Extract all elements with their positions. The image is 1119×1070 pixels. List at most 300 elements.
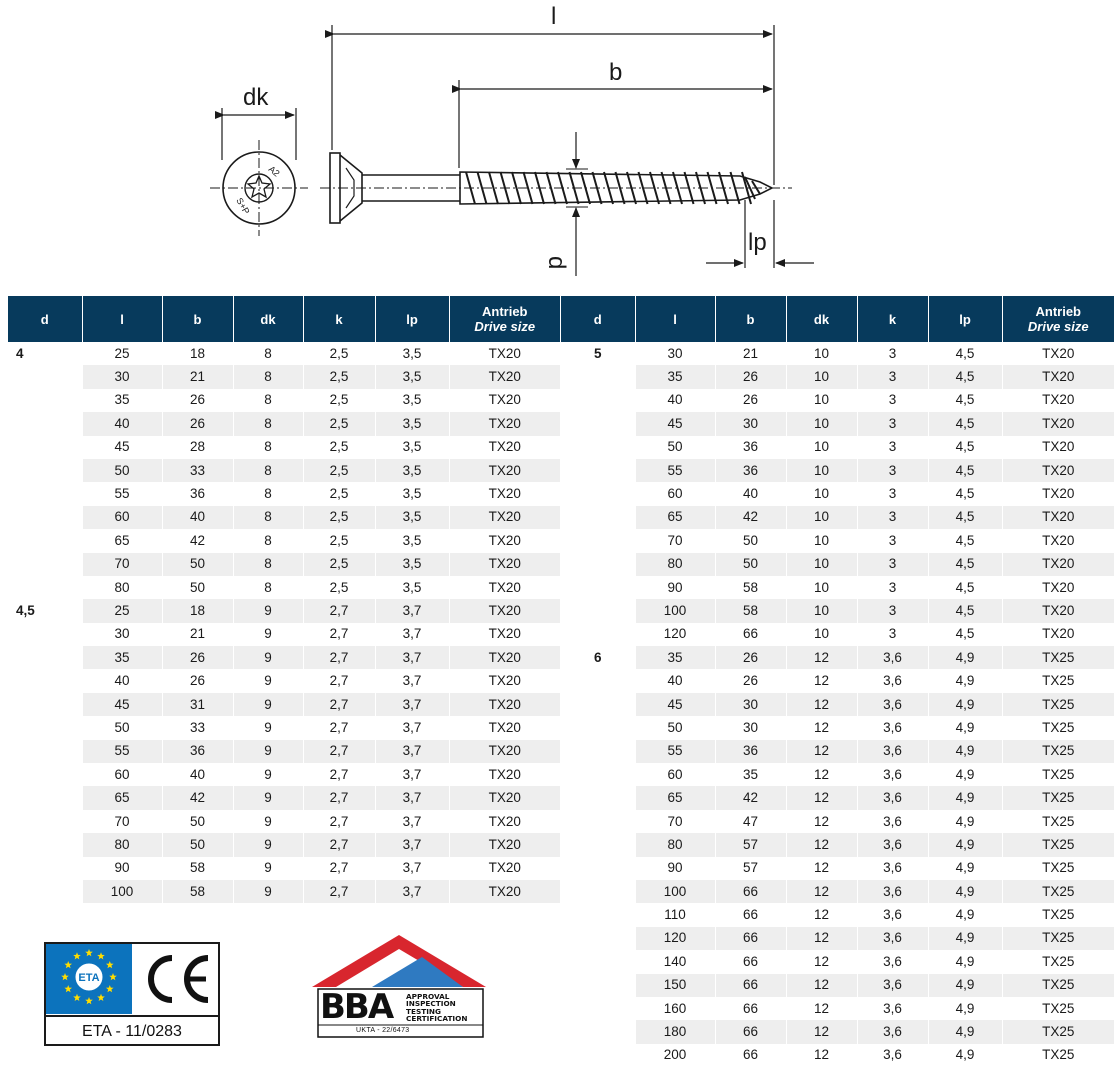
table-row <box>561 529 1114 552</box>
cell-d <box>561 482 635 505</box>
cell-l: 80 <box>82 833 162 856</box>
drive-header-sublabel: Drive size <box>1027 319 1089 334</box>
table-row <box>561 482 1114 505</box>
cell-l: 55 <box>635 740 715 763</box>
cell-b: 30 <box>715 693 786 716</box>
table-row <box>561 974 1114 997</box>
cell-drive: TX20 <box>488 579 521 595</box>
cell-k: 2,7 <box>303 716 375 739</box>
cell-lp: 4,5 <box>928 459 1002 482</box>
cell-d <box>561 810 635 833</box>
cell-k: 3 <box>857 459 928 482</box>
cell-b: 40 <box>162 506 233 529</box>
dim-b-label: b <box>609 59 623 86</box>
drive-header-sublabel: Drive size <box>474 319 536 334</box>
cell-k: 3 <box>857 553 928 576</box>
cell-k: 2,5 <box>303 389 375 412</box>
table-row <box>561 459 1114 482</box>
cell-drive: TX20 <box>1042 486 1075 502</box>
table-row <box>561 693 1114 716</box>
cell-d <box>8 506 82 529</box>
cell-dk: 9 <box>233 763 303 786</box>
cell-k: 3 <box>857 365 928 388</box>
cell-lp: 4,9 <box>928 950 1002 973</box>
cell-l: 30 <box>82 623 162 646</box>
cell-dk: 12 <box>786 950 857 973</box>
cell-k: 3 <box>857 576 928 599</box>
col-header-b: b <box>162 296 233 342</box>
cell-k: 3 <box>857 389 928 412</box>
cell-d <box>561 880 635 903</box>
cell-drive: TX25 <box>1042 673 1075 689</box>
cell-d: 5 <box>561 342 635 365</box>
cell-d <box>561 833 635 856</box>
cell-k: 3 <box>857 529 928 552</box>
cell-drive: TX20 <box>449 553 560 576</box>
cell-d <box>561 786 635 809</box>
cell-l: 55 <box>82 482 162 505</box>
cell-dk: 8 <box>233 365 303 388</box>
cell-lp: 3,7 <box>375 740 449 763</box>
cell-k: 2,7 <box>303 763 375 786</box>
cell-lp: 4,9 <box>928 693 1002 716</box>
cell-dk: 10 <box>786 482 857 505</box>
cell-k: 2,7 <box>303 646 375 669</box>
cell-k: 2,5 <box>303 436 375 459</box>
cell-drive: TX25 <box>1042 860 1075 876</box>
cell-b: 21 <box>162 365 233 388</box>
cell-l: 65 <box>82 529 162 552</box>
cell-lp: 3,7 <box>375 669 449 692</box>
cell-drive: TX20 <box>488 392 521 408</box>
cell-b: 26 <box>715 365 786 388</box>
dim-dk-label: dk <box>243 84 269 111</box>
col-header-drive <box>449 296 560 342</box>
cell-b: 58 <box>715 576 786 599</box>
cell-d <box>561 927 635 950</box>
cell-k: 3,6 <box>857 669 928 692</box>
cell-b: 26 <box>715 389 786 412</box>
col-header-dk: dk <box>233 296 303 342</box>
cell-dk: 12 <box>786 716 857 739</box>
cell-dk: 10 <box>786 506 857 529</box>
cell-dk: 9 <box>233 716 303 739</box>
cell-b: 42 <box>715 786 786 809</box>
table-row <box>561 412 1114 435</box>
col-header-l: l <box>635 296 715 342</box>
cell-l: 80 <box>635 553 715 576</box>
cell-k: 2,5 <box>303 506 375 529</box>
cell-drive: TX20 <box>449 646 560 669</box>
cell-lp: 4,9 <box>928 646 1002 669</box>
cell-l: 120 <box>635 927 715 950</box>
cell-l: 90 <box>635 576 715 599</box>
cell-d <box>8 576 82 599</box>
cell-b: 66 <box>715 950 786 973</box>
cell-l: 80 <box>635 833 715 856</box>
cell-l: 60 <box>82 506 162 529</box>
cell-dk: 12 <box>786 786 857 809</box>
cell-drive: TX25 <box>1002 786 1114 809</box>
cell-d <box>561 950 635 973</box>
ce-mark-icon <box>132 944 218 1014</box>
cell-b: 26 <box>715 646 786 669</box>
cell-drive: TX25 <box>1002 646 1114 669</box>
table-row <box>8 646 560 669</box>
cell-l: 60 <box>635 763 715 786</box>
cell-b: 36 <box>162 482 233 505</box>
cell-d <box>561 857 635 880</box>
cell-b: 21 <box>162 623 233 646</box>
cell-d <box>561 506 635 529</box>
cell-dk: 10 <box>786 623 857 646</box>
cell-l: 30 <box>82 365 162 388</box>
cell-drive: TX20 <box>449 786 560 809</box>
table-row <box>8 365 560 388</box>
cell-d <box>8 669 82 692</box>
cell-b: 57 <box>715 857 786 880</box>
col-header-d: d <box>561 296 635 342</box>
cell-lp: 3,7 <box>375 716 449 739</box>
table-row <box>8 810 560 833</box>
cell-b: 66 <box>715 623 786 646</box>
cell-lp: 4,5 <box>928 389 1002 412</box>
cell-lp: 3,5 <box>375 365 449 388</box>
cell-lp: 3,5 <box>375 576 449 599</box>
cell-l: 80 <box>82 576 162 599</box>
cell-d: 4,5 <box>8 599 82 622</box>
col-header-dk: dk <box>786 296 857 342</box>
cell-b: 58 <box>162 880 233 903</box>
cell-lp: 3,5 <box>375 342 449 365</box>
cell-d <box>8 693 82 716</box>
table-row <box>561 950 1114 973</box>
cell-l: 65 <box>635 506 715 529</box>
cell-k: 2,5 <box>303 459 375 482</box>
cell-dk: 12 <box>786 903 857 926</box>
cell-dk: 10 <box>786 576 857 599</box>
cell-b: 66 <box>715 927 786 950</box>
table-row <box>561 786 1114 809</box>
cell-dk: 12 <box>786 927 857 950</box>
cell-lp: 3,5 <box>375 482 449 505</box>
cell-drive: TX20 <box>1042 532 1075 548</box>
cell-lp: 3,5 <box>375 412 449 435</box>
cell-drive: TX25 <box>1002 1020 1114 1043</box>
cell-d <box>561 1020 635 1043</box>
cell-dk: 8 <box>233 412 303 435</box>
bba-service-item: CERTIFICATION <box>406 1014 468 1024</box>
cell-d <box>561 436 635 459</box>
cell-drive: TX20 <box>1002 506 1114 529</box>
table-row <box>8 459 560 482</box>
table-row <box>561 599 1114 622</box>
cell-l: 90 <box>82 857 162 880</box>
cell-lp: 4,9 <box>928 927 1002 950</box>
cell-l: 150 <box>635 974 715 997</box>
cell-k: 3,6 <box>857 810 928 833</box>
cell-drive: TX20 <box>449 459 560 482</box>
table-row <box>561 623 1114 646</box>
cell-dk: 12 <box>786 974 857 997</box>
table-row <box>561 810 1114 833</box>
cell-lp: 4,9 <box>928 997 1002 1020</box>
cell-l: 180 <box>635 1020 715 1043</box>
cell-drive: TX20 <box>449 412 560 435</box>
bba-services-list <box>406 993 467 1023</box>
cell-l: 45 <box>82 693 162 716</box>
cell-l: 120 <box>635 623 715 646</box>
bba-reference-number: UKTA - 22/6473 <box>356 1027 410 1034</box>
cell-lp: 3,7 <box>375 833 449 856</box>
cell-dk: 10 <box>786 436 857 459</box>
cell-drive: TX25 <box>1042 719 1075 735</box>
cell-lp: 4,9 <box>928 1020 1002 1043</box>
cell-b: 18 <box>162 342 233 365</box>
table-row <box>8 342 560 365</box>
cell-drive: TX25 <box>1042 907 1075 923</box>
cell-lp: 3,5 <box>375 529 449 552</box>
cell-b: 26 <box>162 646 233 669</box>
cell-b: 66 <box>715 880 786 903</box>
dimension-table-right <box>561 296 1114 1067</box>
cell-k: 3,6 <box>857 1044 928 1067</box>
cell-k: 3,6 <box>857 786 928 809</box>
cell-dk: 9 <box>233 623 303 646</box>
cell-dk: 10 <box>786 365 857 388</box>
dim-l-label: l <box>551 3 557 30</box>
cell-lp: 4,9 <box>928 716 1002 739</box>
cell-lp: 4,5 <box>928 599 1002 622</box>
cell-b: 30 <box>715 412 786 435</box>
dim-d-label: d <box>543 256 570 270</box>
table-row <box>561 342 1114 365</box>
table-header-row <box>8 296 560 342</box>
cell-d <box>561 716 635 739</box>
table-row <box>8 553 560 576</box>
table-row <box>8 763 560 786</box>
table-row <box>8 880 560 903</box>
cell-l: 25 <box>82 599 162 622</box>
cell-d <box>561 389 635 412</box>
cell-drive: TX25 <box>1042 953 1075 969</box>
cell-b: 36 <box>715 740 786 763</box>
cell-drive: TX20 <box>449 506 560 529</box>
cell-k: 2,5 <box>303 482 375 505</box>
cell-k: 2,7 <box>303 693 375 716</box>
cell-b: 42 <box>162 529 233 552</box>
table-row <box>561 576 1114 599</box>
cell-d <box>561 693 635 716</box>
cell-k: 3 <box>857 412 928 435</box>
cell-b: 28 <box>162 436 233 459</box>
cell-lp: 4,9 <box>928 833 1002 856</box>
cell-dk: 12 <box>786 857 857 880</box>
cell-lp: 4,9 <box>928 903 1002 926</box>
cell-lp: 3,7 <box>375 857 449 880</box>
cell-lp: 3,7 <box>375 693 449 716</box>
cell-dk: 8 <box>233 506 303 529</box>
cell-k: 2,7 <box>303 833 375 856</box>
cell-drive: TX20 <box>488 532 521 548</box>
cell-k: 2,7 <box>303 880 375 903</box>
eta-ce-certification-badge <box>44 942 220 1046</box>
cell-k: 3,6 <box>857 716 928 739</box>
cell-b: 50 <box>162 810 233 833</box>
cell-b: 35 <box>715 763 786 786</box>
cell-b: 66 <box>715 997 786 1020</box>
cell-dk: 12 <box>786 646 857 669</box>
cell-b: 40 <box>715 482 786 505</box>
table-row <box>8 436 560 459</box>
drive-header-label: Antrieb <box>482 304 528 319</box>
table-row <box>8 623 560 646</box>
eu-flag-icon <box>46 944 132 1014</box>
cell-b: 50 <box>162 833 233 856</box>
cell-drive: TX20 <box>488 813 521 829</box>
cell-l: 50 <box>82 716 162 739</box>
table-row <box>8 786 560 809</box>
cell-k: 2,7 <box>303 599 375 622</box>
drive-header-label: Antrieb <box>1035 304 1081 319</box>
cell-lp: 3,7 <box>375 646 449 669</box>
cell-k: 2,5 <box>303 553 375 576</box>
cell-d <box>8 365 82 388</box>
cell-l: 100 <box>82 880 162 903</box>
cell-b: 26 <box>162 389 233 412</box>
cell-dk: 12 <box>786 740 857 763</box>
cell-dk: 12 <box>786 693 857 716</box>
cell-l: 55 <box>635 459 715 482</box>
table-row <box>561 646 1114 669</box>
cell-k: 3,6 <box>857 974 928 997</box>
cell-drive: TX20 <box>1002 365 1114 388</box>
cell-b: 40 <box>162 763 233 786</box>
cell-k: 3,6 <box>857 740 928 763</box>
cell-drive: TX25 <box>1002 974 1114 997</box>
cell-lp: 3,5 <box>375 553 449 576</box>
cell-b: 66 <box>715 903 786 926</box>
cell-drive: TX25 <box>1042 813 1075 829</box>
cell-d <box>8 810 82 833</box>
table-row <box>8 857 560 880</box>
cell-drive: TX20 <box>488 860 521 876</box>
table-row <box>561 716 1114 739</box>
table-row <box>8 833 560 856</box>
cell-dk: 8 <box>233 576 303 599</box>
cell-drive: TX20 <box>488 626 521 642</box>
cell-lp: 4,9 <box>928 740 1002 763</box>
cell-dk: 9 <box>233 646 303 669</box>
cell-lp: 4,5 <box>928 506 1002 529</box>
cell-b: 33 <box>162 716 233 739</box>
cell-d <box>561 623 635 646</box>
cell-b: 57 <box>715 833 786 856</box>
cell-lp: 4,5 <box>928 436 1002 459</box>
cell-k: 2,7 <box>303 623 375 646</box>
cell-dk: 9 <box>233 599 303 622</box>
cell-drive: TX20 <box>1042 439 1075 455</box>
col-header-l: l <box>82 296 162 342</box>
cell-lp: 4,9 <box>928 880 1002 903</box>
head-mark-sp: S+P <box>234 196 252 216</box>
col-header-d: d <box>8 296 82 342</box>
cell-l: 55 <box>82 740 162 763</box>
cell-l: 45 <box>635 412 715 435</box>
cell-d <box>561 1044 635 1067</box>
cell-d <box>8 389 82 412</box>
cell-lp: 4,9 <box>928 810 1002 833</box>
cell-l: 65 <box>635 786 715 809</box>
cell-dk: 12 <box>786 1020 857 1043</box>
cell-k: 3,6 <box>857 833 928 856</box>
cell-drive: TX20 <box>1002 553 1114 576</box>
cell-d <box>561 529 635 552</box>
cell-d <box>561 365 635 388</box>
cell-l: 90 <box>635 857 715 880</box>
cell-d <box>8 763 82 786</box>
cell-d <box>561 599 635 622</box>
cell-dk: 12 <box>786 880 857 903</box>
cell-dk: 9 <box>233 880 303 903</box>
cell-k: 3 <box>857 436 928 459</box>
cell-lp: 4,9 <box>928 763 1002 786</box>
cell-d <box>8 716 82 739</box>
col-header-b: b <box>715 296 786 342</box>
table-header-row <box>561 296 1114 342</box>
cell-l: 50 <box>635 436 715 459</box>
cell-b: 26 <box>162 669 233 692</box>
screw-technical-drawing <box>0 0 1119 295</box>
cell-drive: TX20 <box>488 345 521 361</box>
table-row <box>8 693 560 716</box>
cell-k: 3,6 <box>857 763 928 786</box>
cell-l: 35 <box>635 646 715 669</box>
cell-drive: TX20 <box>1042 626 1075 642</box>
cell-l: 200 <box>635 1044 715 1067</box>
cell-dk: 8 <box>233 459 303 482</box>
cell-lp: 4,9 <box>928 857 1002 880</box>
cell-dk: 12 <box>786 997 857 1020</box>
cell-drive: TX20 <box>1042 392 1075 408</box>
cell-lp: 3,7 <box>375 880 449 903</box>
cell-drive: TX20 <box>488 439 521 455</box>
eta-flag-label: ETA <box>78 972 100 984</box>
table-row <box>8 389 560 412</box>
cell-d <box>8 459 82 482</box>
cell-drive: TX25 <box>1002 693 1114 716</box>
cell-lp: 3,7 <box>375 623 449 646</box>
cell-drive: TX25 <box>1002 833 1114 856</box>
cell-lp: 4,9 <box>928 974 1002 997</box>
cell-l: 50 <box>635 716 715 739</box>
cell-l: 35 <box>82 646 162 669</box>
cell-dk: 8 <box>233 553 303 576</box>
cell-drive: TX20 <box>488 673 521 689</box>
cell-drive: TX20 <box>449 599 560 622</box>
cell-dk: 10 <box>786 412 857 435</box>
cell-b: 18 <box>162 599 233 622</box>
table-row <box>8 529 560 552</box>
col-header-k: k <box>857 296 928 342</box>
cell-l: 45 <box>635 693 715 716</box>
cell-k: 3,6 <box>857 857 928 880</box>
cell-drive: TX20 <box>449 833 560 856</box>
table-row <box>561 857 1114 880</box>
cell-k: 3,6 <box>857 903 928 926</box>
cell-k: 2,5 <box>303 576 375 599</box>
cell-k: 3,6 <box>857 646 928 669</box>
